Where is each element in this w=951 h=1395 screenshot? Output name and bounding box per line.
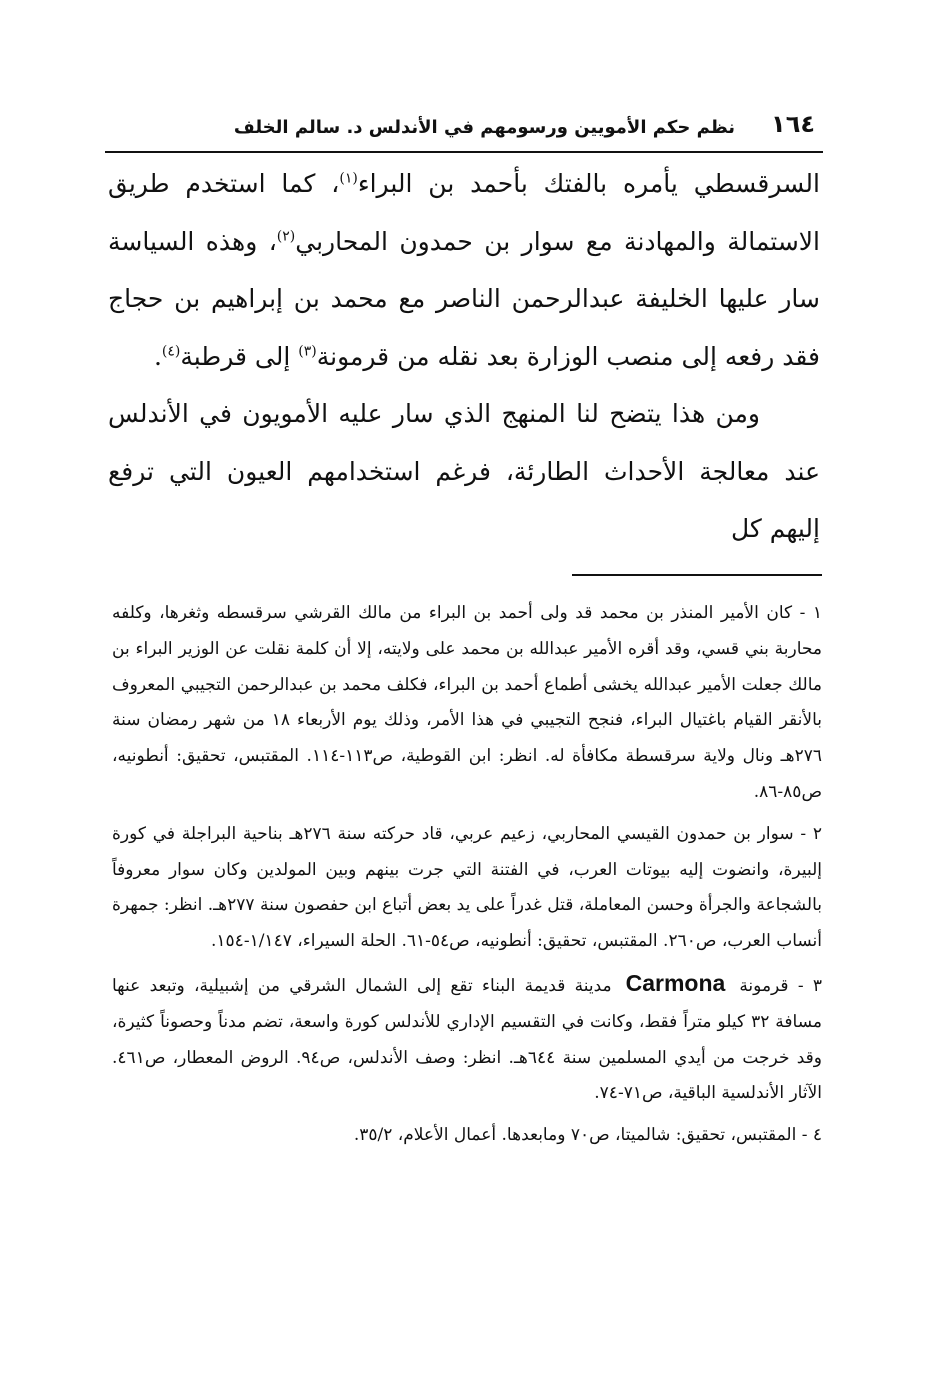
paragraph-text: ، وهذه السياسة سار عليها الخليفة عبدالرحمن الناصر مع محمد بن إبراهيم بن حجاج فقد رفعه إلى منصب الوزارة بعد نقله من قرمونة: [108, 226, 820, 371]
footnote-1: ١ - كان الأمير المنذر بن محمد قد ولى أحمد بن البراء من مالك القرشي سرقسطه وثغرها، وكلفه محاربة بني قسي، وقد أقره الأمير عبدالله بن محمد على ولايته، إلا أن كلمة نقلت عن الوزير البراء بن مالك جعلت الأمير عبدالله يخشى أطماع أحمد بن البراء، فكلف محمد بن عبدالرحمن التجيبي المعروف بالأنقر القيام باغتيال البراء، فنجح التجيبي في هذا الأمر، وذلك يوم الأربعاء ١٨ من شهر رمضان سنة ٢٧٦هـ ونال ولاية سرقسطة مكافأة له. انظر: ابن القوطية، ص١١٣-١١٤. المقتبس، تحقيق: أنطونيه، ص٨٥-٨٦.: [112, 603, 822, 802]
footnote-3-label: ٣ - قرمونة: [739, 975, 822, 996]
paragraph-text: إلى قرطبة: [180, 341, 299, 371]
body-paragraph-2: ومن هذا يتضح لنا المنهج الذي سار عليه الأمويون في الأندلس عند معالجة الأحداث الطارئة، فرغم استخدامهم العيون التي ترفع إليهم كل: [108, 399, 820, 543]
latin-term: Carmona: [625, 969, 726, 996]
header-rule: [105, 151, 823, 153]
paragraph-text: ، كما استخدم طريق الاستمالة والمهادنة مع سوار بن حمدون المحاربي: [108, 169, 820, 256]
paragraph-text: .: [153, 341, 162, 371]
body-paragraph-1: [108, 155, 820, 385]
footnote-ref-1: (١): [339, 170, 358, 187]
footnote-ref-2: (٢): [276, 228, 296, 245]
footnote-4: ٤ - المقتبس، تحقيق: شالميتا، ص٧٠ ومابعدها. أعمال الأعلام، ٣٥/٢.: [353, 1125, 822, 1146]
main-text: [108, 155, 820, 558]
footnote-ref-3: (٣): [298, 343, 317, 360]
footnote-rule: [572, 574, 822, 576]
footnote-3: [112, 966, 822, 1112]
running-header: [105, 108, 823, 150]
running-title: نظم حكم الأمويين ورسومهم في الأندلس د. سالم الخلف: [233, 117, 735, 138]
footnote-ref-4: (٤): [161, 343, 181, 360]
footnote-3-text: مدينة قديمة البناء تقع إلى الشمال الشرقي من إشبيلية، وتبعد عنها مسافة ٣٢ كيلو متراً فقط، وكانت في التقسيم الإداري للأندلس كورة واسعة، تضم مدناً وحصوناً كثيرة، وقد خرجت من أيدي المسلمين سنة ٦٤٤هـ. انظر: وصف الأندلس، ص٩٤. الروض المعطار، ص٤٦١. الآثار الأندلسية الباقية، ص٧١-٧٤.: [112, 975, 822, 1104]
page-number: ١٦٤: [771, 110, 815, 138]
footnotes: [112, 596, 822, 1160]
paragraph-text: السرقسطي يأمره بالفتك بأحمد بن البراء: [357, 169, 820, 198]
footnote-2: ٢ - سوار بن حمدون القيسي المحاربي، زعيم عربي، قاد حركته سنة ٢٧٦هـ بناحية البراجلة في كورة إلبيرة، وانضوت إليه بيوتات العرب، في الفتنة التي جرت بينهم وبين المولدين وكان سوار معروفاً بالشجاعة والجرأة وحسن المعاملة، قتل غدراً على يد بعض أتباع ابن حفصون سنة ٢٧٧هـ. انظر: جمهرة أنساب العرب، ص٢٦٠. المقتبس، تحقيق: أنطونيه، ص٥٤-٦١. الحلة السيراء، ١/١٤٧-١٥٤.: [112, 823, 822, 952]
